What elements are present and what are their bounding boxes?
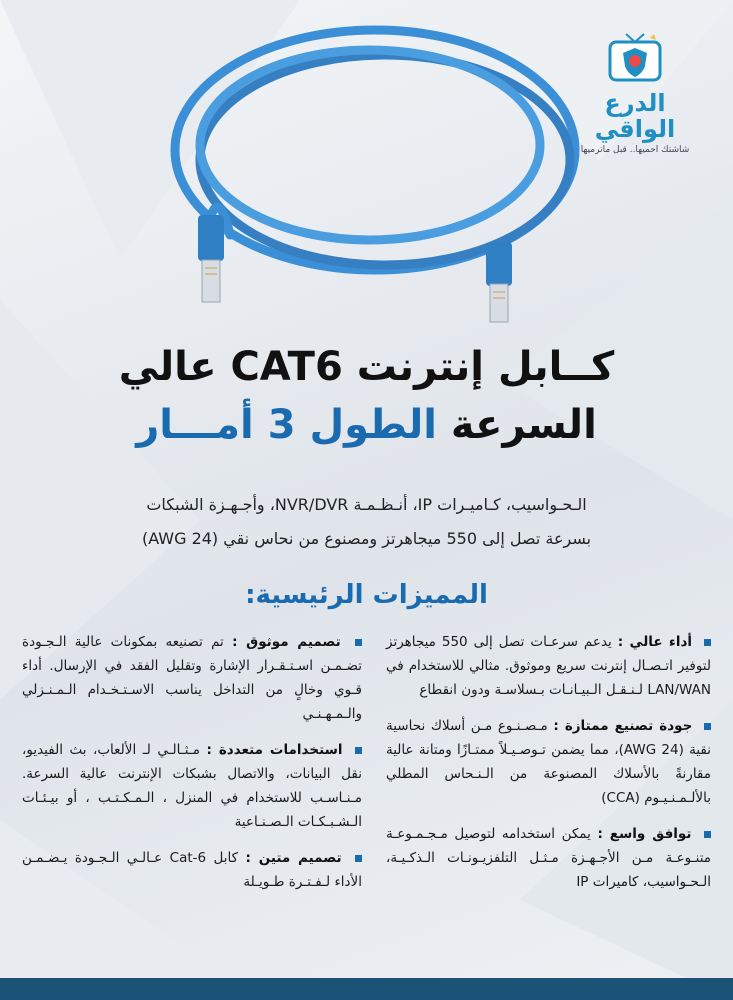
title-line-2 (60, 396, 673, 454)
brand-slogan: شاشتك احميها.. قبل ماترميها (580, 144, 690, 155)
feature-text: تم تصنيعه بمكونات عالية الـجـودة تضـمـن اسـتـقـرار الإشارة وتقليل الفقد في الإرسال. أداء قـوي وخالٍ من التداخل يناسب الاسـتـخـدام الـمـنـزلي والـمـهـنـي (22, 634, 362, 722)
brand-name: الدرع الواقي (594, 89, 676, 144)
feature-item (22, 630, 362, 726)
title-line-1: كــابل إنترنت CAT6 عالي (118, 344, 615, 390)
bullet-icon (355, 855, 362, 862)
features-right-column (386, 630, 711, 906)
feature-text: يدعم سرعـات تصل إلى 550 ميجاهرتز لتوفير اتـصـال إنترنت سريع وموثوق. مثالي للاستخدام في LAN/WAN لـنـقـل الـبيـانـات بـسلاسـة ودون انقطاع (386, 634, 711, 698)
feature-label: استخدامات متعددة : (206, 742, 343, 758)
feature-text: مـصـنـوع مـن أسلاك نحاسية نقية (AWG 24)، مما يضمن تـوصـيـلاً ممتـازًا ومتانة عالية مقارنةً بالأسلاك المصنوعة من الـنـحاس المطلي بالألـمـنـيـوم (CCA) (386, 718, 711, 806)
bullet-icon (704, 639, 711, 646)
feature-text: كابل Cat-6 عـالـي الـجـودة يـضـمـن الأداء لـفـتـرة طـويـلة (22, 850, 362, 890)
feature-item (386, 630, 711, 702)
tv-shield-icon (604, 30, 666, 88)
feature-text: يمكن استخدامه لتوصيل مـجـمـوعـة متنـوعـة مـن الأجـهـزة مـثـل التلفزيـونـات الـذكـيـة، الـحـواسيب، كاميرات IP (386, 826, 711, 890)
feature-text: مـثـالـي لـ الألعاب، بث الفيديو، نقل البيانات، والاتصال بشبكات الإنترنت عالية السرعة. مـنـاسـب للاستخدام في المنزل ، الـمـكـتـب ، أو بيـئـات الـشـبـكـات الـصـنـاعية (22, 742, 362, 830)
feature-item (386, 822, 711, 894)
title-line-2-accent: الطول 3 أمـــار (136, 402, 437, 448)
title-line-2-prefix: السرعة (450, 402, 597, 448)
features-heading: المميزات الرئيسية: (245, 580, 488, 610)
subtitle-line-1: الـحـواسيب، كـاميـرات IP، أنـظـمـة NVR/DVR، وأجـهـزة الشبكات (146, 495, 587, 514)
bullet-icon (355, 639, 362, 646)
feature-item (22, 846, 362, 894)
bullet-icon (355, 747, 362, 754)
brand-logo (560, 30, 710, 155)
feature-label: جودة تصنيع ممتازة : (553, 718, 693, 734)
feature-label: تصميم متين : (245, 850, 342, 866)
bullet-icon (704, 723, 711, 730)
ethernet-cable-image (150, 10, 590, 330)
feature-label: أداء عالي : (617, 634, 693, 650)
subtitle (50, 488, 683, 556)
feature-label: توافق واسع : (597, 826, 692, 842)
subtitle-line-2: بسرعة تصل إلى 550 ميجاهرتز ومصنوع من نحاس نقي (AWG 24) (141, 529, 592, 548)
features-left-column (22, 630, 362, 906)
feature-item (386, 714, 711, 810)
bullet-icon (704, 831, 711, 838)
footer-bar (0, 978, 733, 1000)
feature-item (22, 738, 362, 834)
page-title (60, 338, 673, 454)
feature-label: تصميم موثوق : (232, 634, 341, 650)
